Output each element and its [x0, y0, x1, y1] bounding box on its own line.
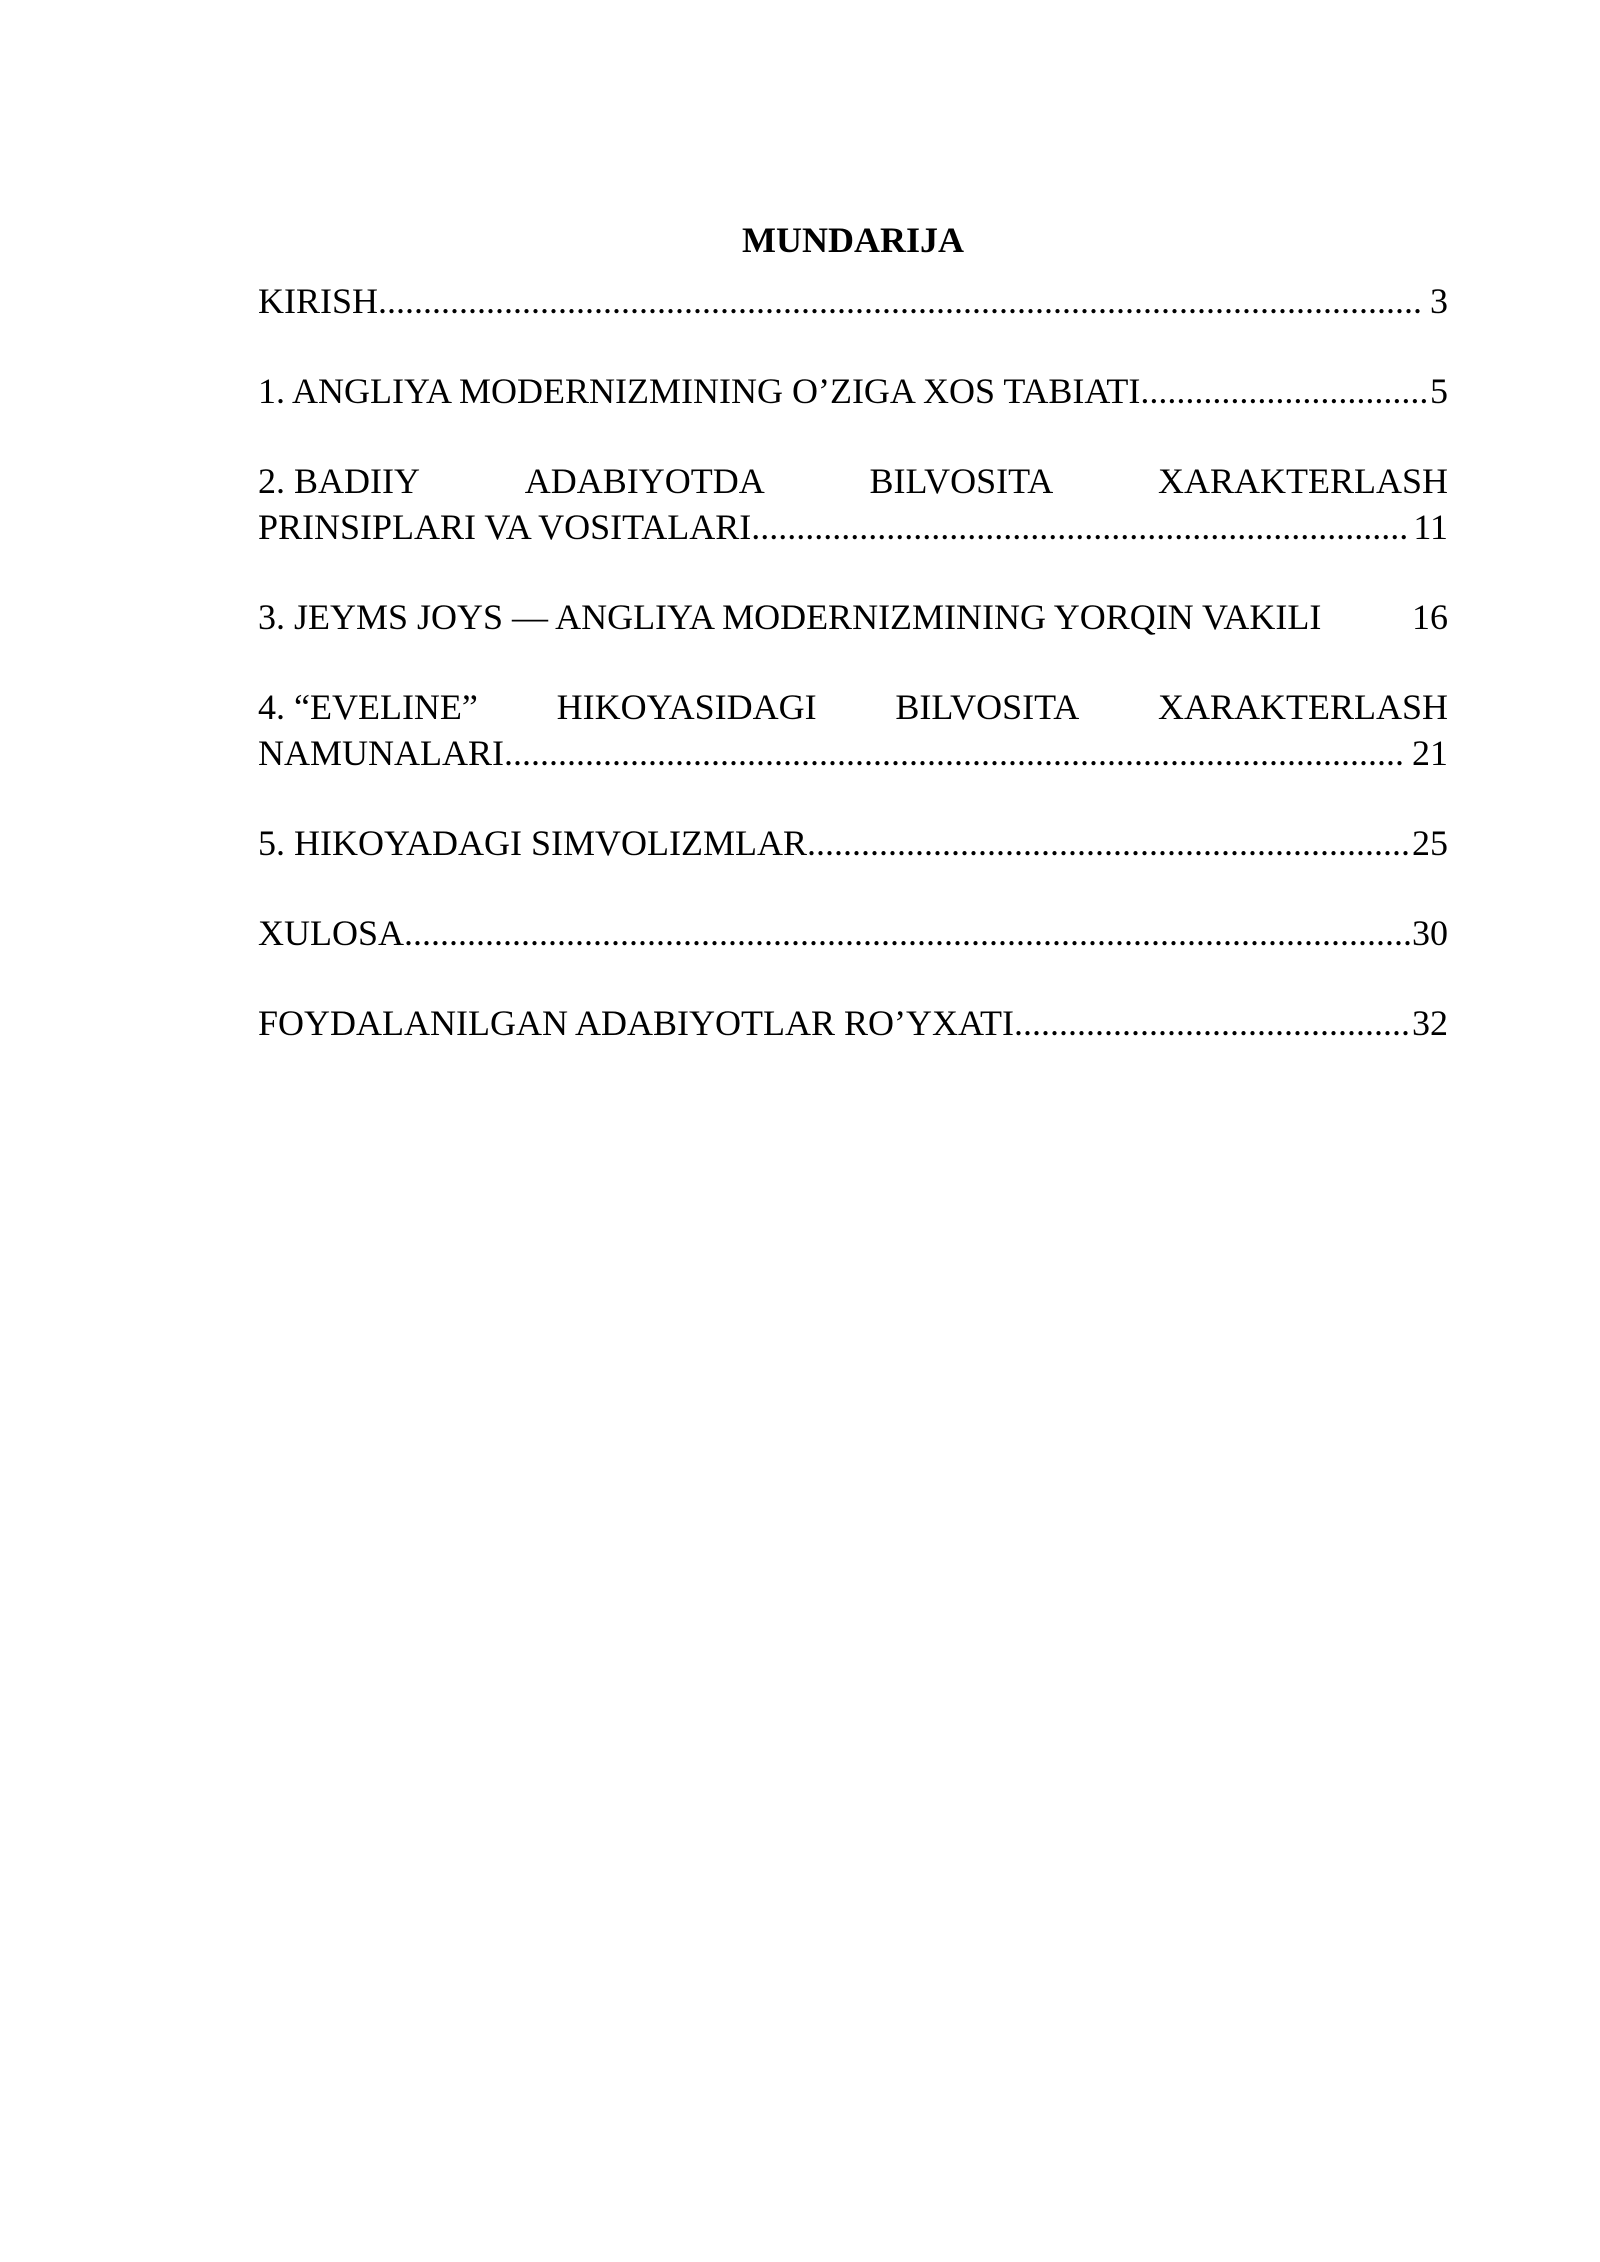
toc-entry-label: NAMUNALARI [258, 733, 504, 773]
toc-entry-label: 3. JEYMS JOYS — ANGLIYA MODERNIZMINING YORQIN VAKILI [258, 597, 1322, 637]
dot-leader [751, 504, 1407, 550]
toc-word: BILVOSITA [895, 687, 1080, 727]
toc-title: MUNDARIJA [742, 220, 964, 260]
dot-leader [404, 910, 1412, 956]
toc-entry-kirish[interactable] [258, 278, 1448, 324]
dot-leader [1014, 1000, 1412, 1046]
toc-word: HIKOYASIDAGI [556, 687, 817, 727]
toc-entry-bibliography[interactable] [258, 1000, 1448, 1046]
dot-leader [378, 278, 1424, 324]
toc-entry-page: 11 [1413, 507, 1448, 547]
toc-word: BILVOSITA [869, 461, 1054, 501]
toc-word: XARAKTERLASH [1157, 687, 1448, 727]
toc-word: 4. “EVELINE” [258, 687, 478, 727]
toc-entry-4[interactable] [258, 684, 1448, 776]
toc-entry-xulosa[interactable] [258, 910, 1448, 956]
toc-entry-label: FOYDALANILGAN ADABIYOTLAR RO’YXATI [258, 1003, 1014, 1043]
dot-leader [504, 730, 1406, 776]
toc-word: XARAKTERLASH [1157, 461, 1448, 501]
toc-entry-1[interactable] [258, 368, 1448, 414]
toc-entry-line1 [258, 458, 1448, 504]
dot-leader [1140, 368, 1430, 414]
toc-entry-label: KIRISH [258, 281, 379, 321]
toc-entry-page: 25 [1412, 823, 1448, 863]
toc-entry-3[interactable] [258, 594, 1448, 640]
toc-entry-label: 5. HIKOYADAGI SIMVOLIZMLAR [258, 823, 807, 863]
toc-entry-label: PRINSIPLARI VA VOSITALARI [258, 507, 752, 547]
toc-entry-2[interactable] [258, 458, 1448, 550]
dot-leader [807, 820, 1412, 866]
table-of-contents [258, 212, 1448, 1046]
toc-entry-line1 [258, 684, 1448, 730]
toc-entry-page: 21 [1412, 733, 1448, 773]
toc-entry-page: 16 [1412, 597, 1448, 637]
toc-entry-page: 3 [1430, 281, 1448, 321]
toc-word: 2. BADIIY [258, 461, 420, 501]
toc-word: ADABIYOTDA [524, 461, 765, 501]
toc-entry-page: 5 [1430, 371, 1448, 411]
toc-entry-label: XULOSA [258, 913, 405, 953]
toc-entry-label: 1. ANGLIYA MODERNIZMINING O’ZIGA XOS TABIATI [258, 371, 1141, 411]
toc-entry-page: 32 [1412, 1003, 1448, 1043]
toc-entry-page: 30 [1412, 913, 1448, 953]
toc-entry-5[interactable] [258, 820, 1448, 866]
